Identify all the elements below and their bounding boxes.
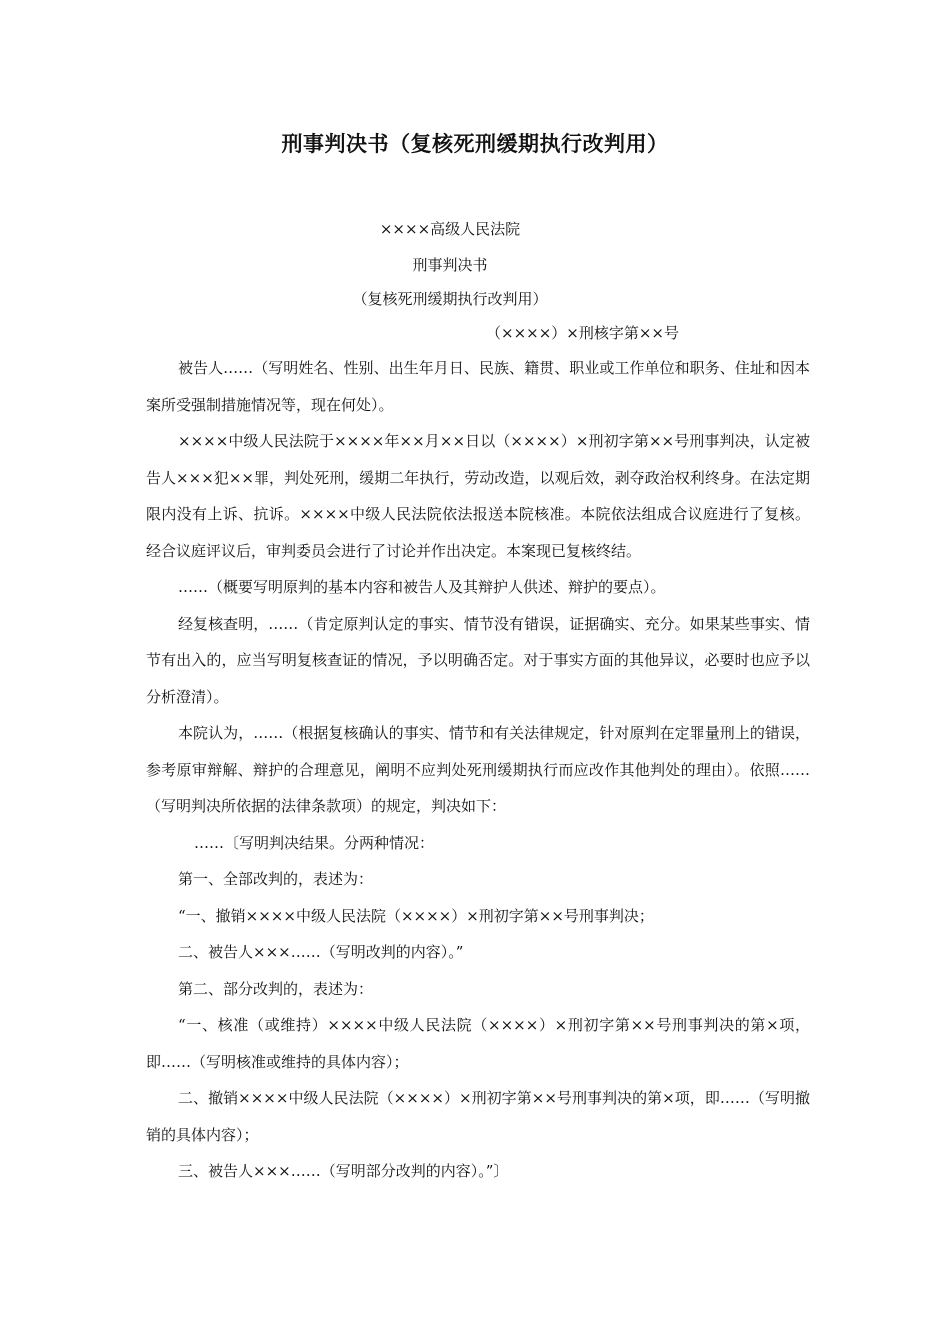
- paragraph-result-intro: ……〔写明判决结果。分两种情况：: [194, 833, 435, 852]
- paragraph-reasoning: 本院认为，……（根据复核确认的事实、情节和有关法律规定，针对原判在定罪量刑上的错误，参考原审辩解、辩护的合理意见，阐明不应判处死刑缓期执行而应改作其他判处的理由）。依照……（写明判决所依据的法律条款项）的规定，判决如下：: [146, 724, 810, 815]
- paragraph-case-two-item-2: 二、撤销××××中级人民法院（××××）×刑初字第××号刑事判决的第×项，即……（写明撤销的具体内容）；: [146, 1089, 810, 1144]
- paragraph-defendant: 被告人……（写明姓名、性别、出生年月日、民族、籍贯、职业或工作单位和职务、住址和因本案所受强制措施情况等，现在何处）。: [146, 359, 810, 414]
- doc-subtype: （复核死刑缓期执行改判用）: [352, 290, 548, 308]
- paragraph-facts: 经复核查明，……（肯定原判认定的事实、情节没有错误，证据确实、充分。如果某些事实、情节有出入的，应当写明复核查证的情况，予以明确否定。对于事实方面的其他异议，必要时也应予以分析澄清）。: [146, 614, 810, 706]
- paragraph-original-judgment: ……（概要写明原判的基本内容和被告人及其辩护人供述、辩护的要点）。: [178, 578, 666, 596]
- case-number: （××××）×刑核字第××号: [486, 324, 679, 342]
- paragraph-case-two-item-3: 三、被告人×××……（写明部分改判的内容）。”〕: [178, 1162, 509, 1180]
- paragraph-procedure: ××××中级人民法院于××××年××月××日以（××××）×刑初字第××号刑事判决，认定被告人×××犯××罪，判处死刑，缓期二年执行，劳动改造，以观后效，剥夺政治权利终身。在法定期限内没有上诉、抗诉。××××中级人民法院依法报送本院核准。本院依法组成合议庭进行了复核。经合议庭评议后，审判委员会进行了讨论并作出决定。本案现已复核终结。: [146, 432, 810, 560]
- court-name: ××××高级人民法院: [379, 220, 521, 238]
- document-body: [146, 350, 810, 1190]
- doc-type: 刑事判决书: [412, 256, 488, 274]
- document-title: 刑事判决书（复核死刑缓期执行改判用）: [281, 132, 669, 156]
- paragraph-case-one-item-2: 二、被告人×××……（写明改判的内容）。”: [178, 943, 464, 961]
- paragraph-case-one-item-1: “一、撤销××××中级人民法院（××××）×刑初字第××号刑事判决；: [178, 906, 654, 925]
- paragraph-case-two: 第二、部分改判的，表述为：: [178, 979, 374, 998]
- paragraph-case-one: 第一、全部改判的，表述为：: [178, 870, 374, 888]
- paragraph-case-two-item-1: “一、核准（或维持）××××中级人民法院（××××）×刑初字第××号刑事判决的第×项，即……（写明核准或维持的具体内容）；: [146, 1016, 810, 1071]
